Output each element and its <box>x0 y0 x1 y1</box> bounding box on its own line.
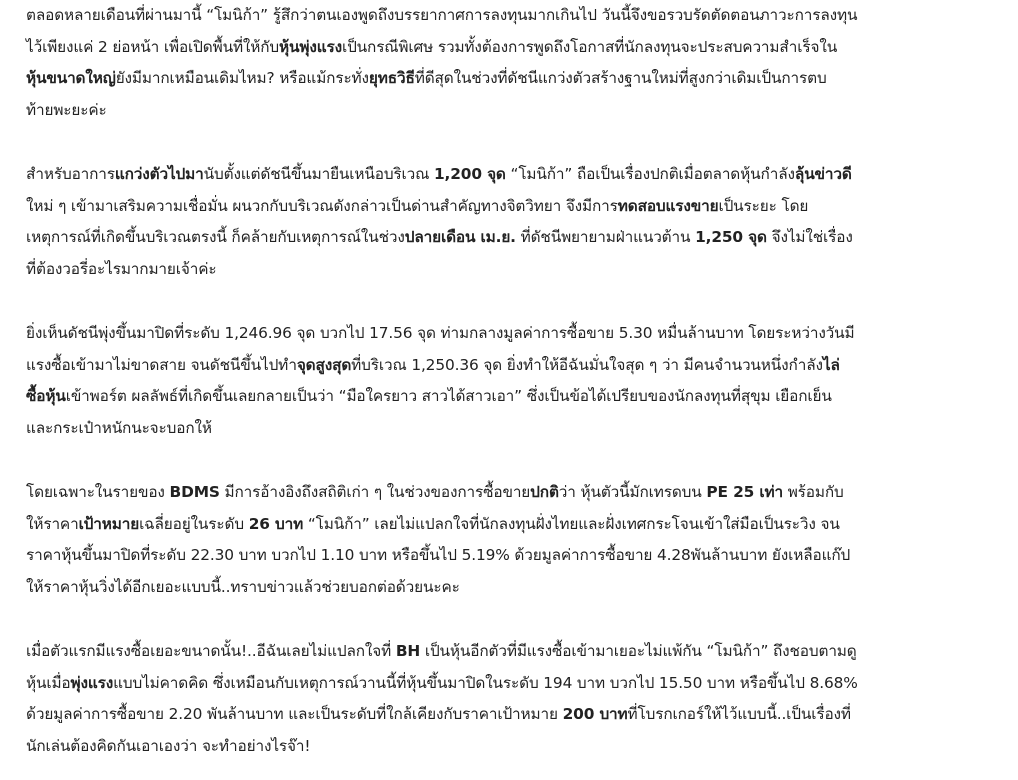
text-run: ท้ายพะยะค่ะ <box>26 100 107 119</box>
article-paragraph <box>26 159 1008 285</box>
paragraph-line <box>26 381 1008 413</box>
text-run: ที่โบรกเกอร์ให้ไว้แบบนี้..เป็นเรื่องที่ <box>627 705 851 723</box>
text-run: เป็นกรณีพิเศษ รวมทั้งต้องการพูดถึงโอกาสที่นักลงทุนจะประสบความสำเร็จใน <box>341 37 838 56</box>
bold-text: 1,200 จุด <box>433 165 506 183</box>
bold-text: 26 บาท <box>248 514 304 533</box>
bold-text: พุ่งแรง <box>70 673 114 692</box>
bold-text: เป้าหมาย <box>78 514 140 533</box>
paragraph-line <box>26 668 1008 700</box>
bold-text: ทดสอบแรงขาย <box>617 196 719 215</box>
text-run: มีการอ้างอิงถึงสถิติเก่า ๆ ในช่วงของการซื้อขาย <box>219 483 531 501</box>
paragraph-line <box>26 63 1008 95</box>
text-run: เฉลี่ยอยู่ในระดับ <box>139 514 249 533</box>
text-run: พร้อมกับ <box>782 483 844 501</box>
text-run: เป็นหุ้นอีกตัวที่มีแรงซื้อเข้ามาเยอะไม่แพ้กัน “โมนิก้า” ถึงชอบตามดู <box>420 642 857 660</box>
text-run: ใหม่ ๆ เข้ามาเสริมความเชื่อมั่น ผนวกกับบริเวณดังกล่าวเป็นด่านสำคัญทางจิตวิทยา จึงมีการ <box>26 196 618 215</box>
bold-text: ไล่ <box>822 355 840 374</box>
text-run: เข้าพอร์ต ผลลัพธ์ที่เกิดขึ้นเลยกลายเป็นว่า “มือใครยาว สาวได้สาวเอา” ซึ่งเป็นข้อได้เปรียบของนักลงทุนที่สุขุม เยือกเย็น <box>65 387 832 405</box>
article-body <box>26 0 1008 762</box>
bold-text: ลุ้นข่าวดี <box>794 165 852 183</box>
paragraph-line <box>26 159 1008 191</box>
text-run: หุ้นเมื่อ <box>26 673 71 692</box>
text-run: ที่ต้องวอรี่อะไรมากมายเจ้าค่ะ <box>26 259 217 278</box>
paragraph-line <box>26 254 1008 286</box>
paragraph-line <box>26 318 1008 350</box>
text-run: ที่ดีสุดในช่วงที่ดัชนีแกว่งตัวสร้างฐานใหม่ที่สูงกว่าเดิมเป็นการตบ <box>414 69 827 87</box>
text-run: ให้ราคาหุ้นวิ่งได้อีกเยอะแบบนี้..ทราบข่าวแล้วช่วยบอกต่อด้วยนะคะ <box>26 577 460 596</box>
bold-text: จุดสูงสุด <box>296 355 352 374</box>
bold-text: หุ้นขนาดใหญ่ <box>26 69 116 87</box>
paragraph-line <box>26 572 1008 604</box>
text-run: ตลอดหลายเดือนที่ผ่านมานี้ “โมนิก้า” รู้สึกว่าตนเองพูดถึงบรรยากาศการลงทุนมากเกินไป วันนี้จึงขอรวบรัดตัดตอนภาวะการลงทุน <box>26 6 858 24</box>
paragraph-line <box>26 32 1008 64</box>
text-run: ให้ราคา <box>26 514 79 533</box>
bold-text: 200 บาท <box>562 705 628 723</box>
text-run: และกระเป๋าหนักนะจะบอกให้ <box>26 418 212 437</box>
article-paragraph <box>26 636 1008 762</box>
bold-text: 1,250 จุด <box>695 228 767 246</box>
bold-text: ซื้อหุ้น <box>26 387 66 405</box>
paragraph-line <box>26 350 1008 382</box>
paragraph-line <box>26 509 1008 541</box>
text-run: นักเล่นต้องคิดกันเอาเองว่า จะทำอย่างไรจ๊า! <box>26 736 311 755</box>
bold-text: แกว่งตัวไปมา <box>114 165 204 183</box>
text-run: นับตั้งแต่ดัชนีขึ้นมายืนเหนือบริเวณ <box>203 165 434 183</box>
text-run: “โมนิก้า” เลยไม่แปลกใจที่นักลงทุนฝั่งไทยและฝั่งเทศกระโจนเข้าใส่มือเป็นระวิง จน <box>303 514 840 533</box>
bold-text: ปกติ <box>530 483 559 501</box>
paragraph-line <box>26 699 1008 731</box>
bold-text: ปลายเดือน เม.ย. <box>404 228 516 246</box>
text-run: “โมนิก้า” ถือเป็นเรื่องปกติเมื่อตลาดหุ้นกำลัง <box>505 165 795 183</box>
text-run: เป็นระยะ โดย <box>718 196 809 215</box>
text-run: โดยเฉพาะในรายของ <box>26 483 170 501</box>
paragraph-line <box>26 636 1008 668</box>
text-run: ด้วยมูลค่าการซื้อขาย 2.20 พันล้านบาท และเป็นระดับที่ใกล้เคียงกับราคาเป้าหมาย <box>26 705 563 723</box>
text-run: ที่บริเวณ 1,250.36 จุด ยิ่งทำให้อีฉันมั่นใจสุด ๆ ว่า มีคนจำนวนหนึ่งกำลัง <box>351 355 823 374</box>
text-run: ราคาหุ้นขึ้นมาปิดที่ระดับ 22.30 บาท บวกไป 1.10 บาท หรือขึ้นไป 5.19% ด้วยมูลค่าการซื้อขาย 4.28พันล้านบาท ยังเหลือแก๊ป <box>26 546 851 564</box>
text-run: ที่ดัชนีพยายามฝ่าแนวต้าน <box>515 228 696 246</box>
text-run: เหตุการณ์ที่เกิดขึ้นบริเวณตรงนี้ ก็คล้ายกับเหตุการณ์ในช่วง <box>26 228 405 246</box>
text-run: ยังมีมากเหมือนเดิมไหม? หรือแม้กระทั่ง <box>115 69 369 87</box>
paragraph-line <box>26 0 1008 32</box>
paragraph-line <box>26 95 1008 127</box>
text-run: ว่า หุ้นตัวนี้มักเทรดบน <box>558 483 707 501</box>
paragraph-line <box>26 191 1008 223</box>
paragraph-line <box>26 731 1008 763</box>
bold-text: BH <box>395 642 421 660</box>
text-run: จึงไม่ใช่เรื่อง <box>766 228 853 246</box>
paragraph-line <box>26 413 1008 445</box>
bold-text: ยุทธวิธี <box>368 69 415 87</box>
article-paragraph <box>26 318 1008 444</box>
bold-text: หุ้นพุ่งแรง <box>279 37 342 56</box>
paragraph-line <box>26 477 1008 509</box>
bold-text: BDMS <box>169 483 220 501</box>
text-run: ไว้เพียงแค่ 2 ย่อหน้า เพื่อเปิดพื้นที่ให้กับ <box>26 37 280 56</box>
article-paragraph <box>26 477 1008 603</box>
text-run: สำหรับอาการ <box>26 165 115 183</box>
paragraph-line <box>26 540 1008 572</box>
text-run: แรงซื้อเข้ามาไม่ขาดสาย จนดัชนีขึ้นไปทำ <box>26 355 297 374</box>
bold-text: PE 25 เท่า <box>706 483 783 501</box>
paragraph-line <box>26 222 1008 254</box>
text-run: เมื่อตัวแรกมีแรงซื้อเยอะขนาดนั้น!..อีฉันเลยไม่แปลกใจที่ <box>26 642 396 660</box>
article-paragraph <box>26 0 1008 126</box>
text-run: ยิ่งเห็นดัชนีพุ่งขึ้นมาปิดที่ระดับ 1,246.96 จุด บวกไป 17.56 จุด ท่ามกลางมูลค่าการซื้อขาย 5.30 หมื่นล้านบาท โดยระหว่างวันมี <box>26 324 855 342</box>
text-run: แบบไม่คาดคิด ซึ่งเหมือนกับเหตุการณ์วานนี้ที่หุ้นขึ้นมาปิดในระดับ 194 บาท บวกไป 15.50 บาท หรือขึ้นไป 8.68% <box>113 673 858 692</box>
